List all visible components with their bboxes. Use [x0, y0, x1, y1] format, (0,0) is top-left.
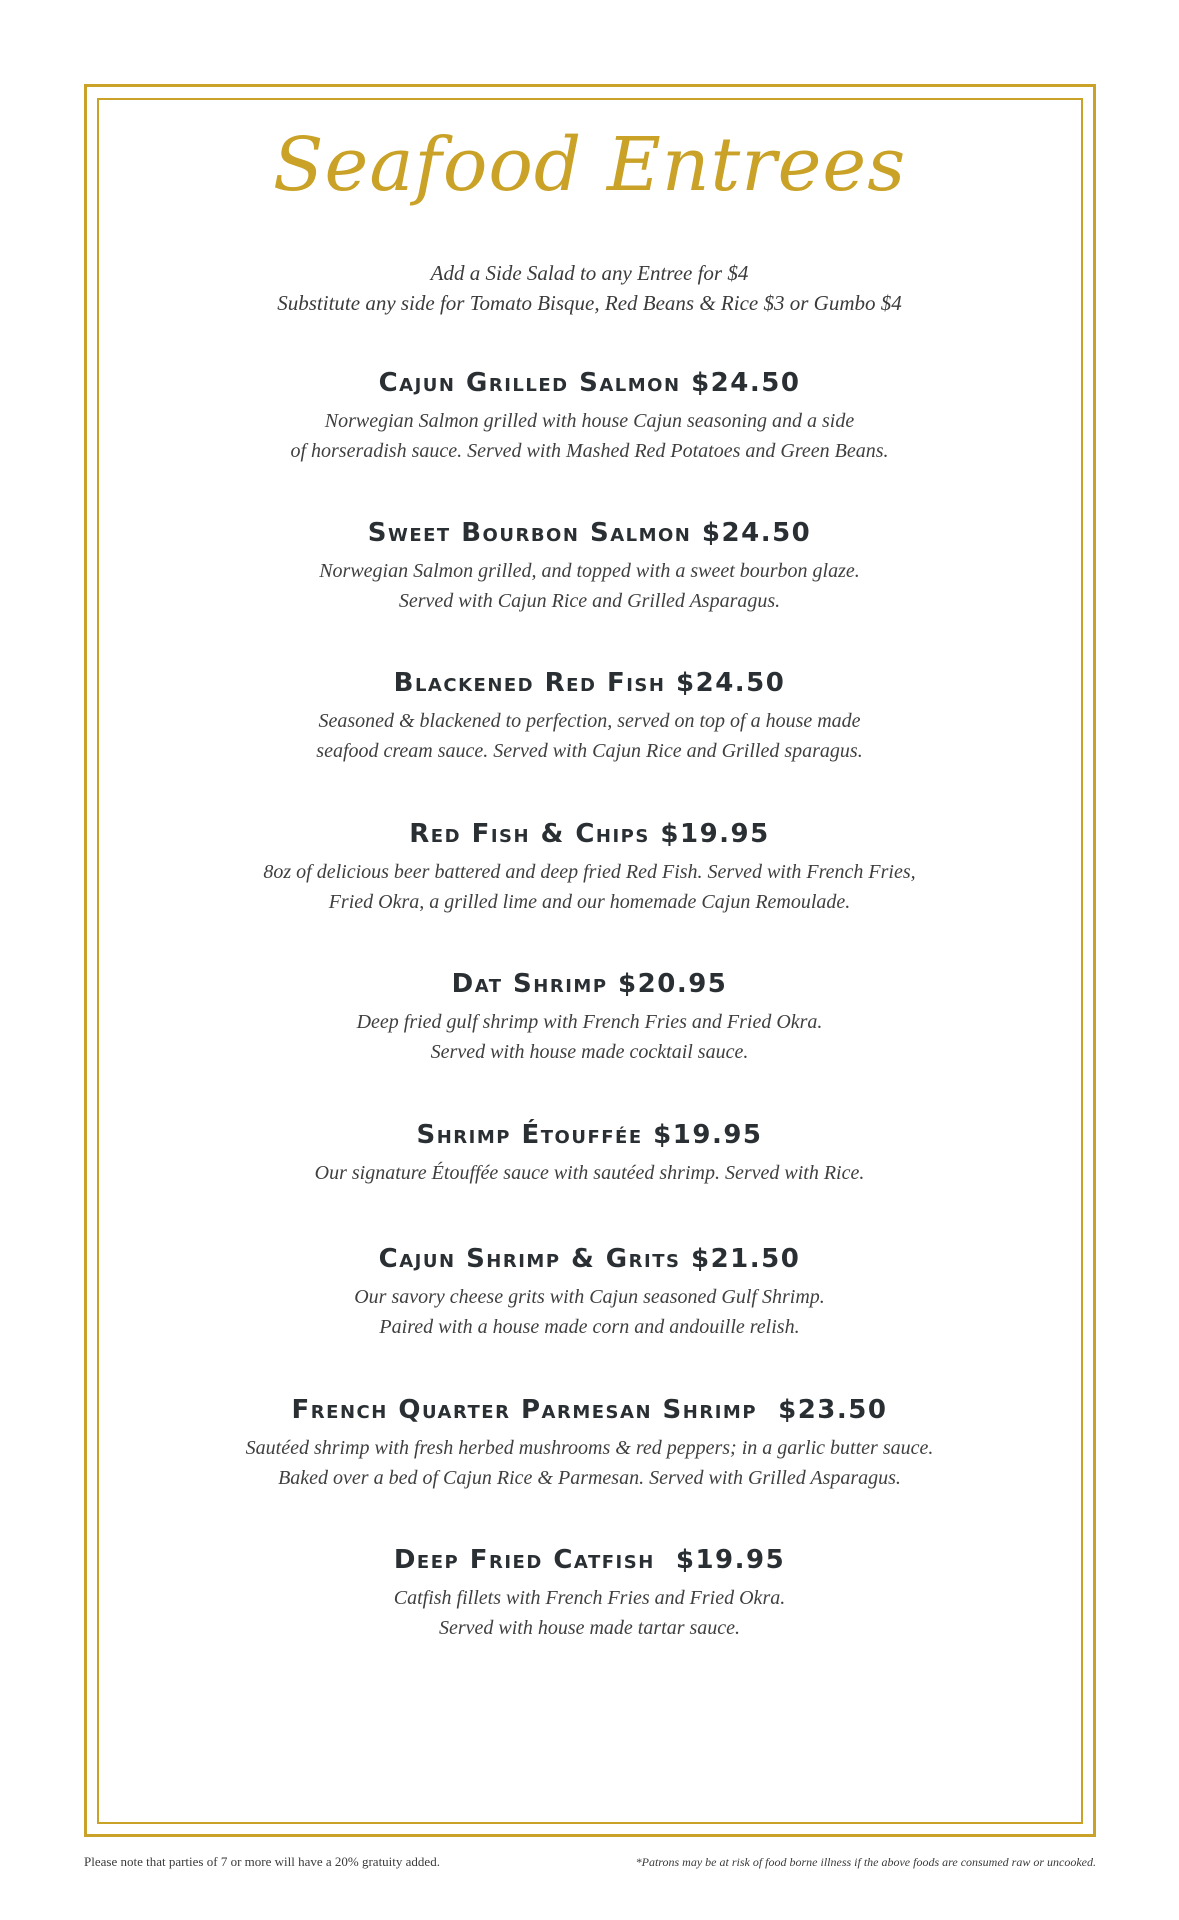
item-description-line: seafood cream sauce. Served with Cajun Rice and Grilled sparagus.: [316, 740, 863, 762]
menu-item-deep-fried-catfish: [0, 1543, 1179, 1643]
menu-subtitle: [0, 258, 1179, 318]
item-description-line: Fried Okra, a grilled lime and our homemade Cajun Remoulade.: [328, 891, 851, 913]
item-description-line: Norwegian Salmon grilled with house Cajun seasoning and a side: [324, 410, 855, 432]
item-description: [0, 1007, 1179, 1067]
item-description-line: Norwegian Salmon grilled, and topped with a sweet bourbon glaze.: [319, 560, 860, 582]
item-description-line: Served with Cajun Rice and Grilled Asparagus.: [398, 590, 781, 612]
item-description-line: 8oz of delicious beer battered and deep fried Red Fish. Served with French Fries,: [263, 861, 916, 883]
item-description: [0, 556, 1179, 616]
menu-item-dat-shrimp: [0, 967, 1179, 1067]
item-description: [0, 706, 1179, 766]
item-description-line: Served with house made cocktail sauce.: [430, 1041, 749, 1063]
item-description-line: of horseradish sauce. Served with Mashed Red Potatoes and Green Beans.: [290, 440, 889, 462]
item-description: [0, 1583, 1179, 1643]
menu-item-cajun-shrimp-grits: [0, 1242, 1179, 1342]
subtitle-line-1: Add a Side Salad to any Entree for $4: [430, 261, 749, 285]
item-title: Blackened Red Fish $24.50: [393, 668, 786, 698]
gratuity-note: Please note that parties of 7 or more will have a 20% gratuity added.: [84, 1854, 440, 1869]
menu-item-cajun-grilled-salmon: [0, 366, 1179, 466]
item-description-line: Our signature Étouffée sauce with sautéed shrimp. Served with Rice.: [314, 1162, 865, 1184]
item-description-line: Paired with a house made corn and andouille relish.: [379, 1316, 800, 1338]
item-description-line: Seasoned & blackened to perfection, served on top of a house made: [318, 710, 861, 732]
item-title: Dat Shrimp $20.95: [451, 969, 728, 999]
subtitle-line-2: Substitute any side for Tomato Bisque, Red Beans & Rice $3 or Gumbo $4: [277, 291, 902, 315]
item-description: [0, 1433, 1179, 1493]
item-description: [0, 1282, 1179, 1342]
item-title: Deep Fried Catfish $19.95: [393, 1545, 786, 1575]
item-description-line: Baked over a bed of Cajun Rice & Parmesan. Served with Grilled Asparagus.: [278, 1467, 901, 1489]
item-description: [0, 857, 1179, 917]
item-title: Shrimp Étouffée $19.95: [416, 1120, 763, 1150]
menu-item-red-fish-chips: [0, 817, 1179, 917]
menu-title: Seafood Entrees: [272, 122, 907, 208]
item-description: [0, 406, 1179, 466]
menu-item-shrimp-etouffee: [0, 1118, 1179, 1188]
item-description-line: Sautéed shrimp with fresh herbed mushrooms & red peppers; in a garlic butter sauce.: [245, 1437, 934, 1459]
item-title: Cajun Grilled Salmon $24.50: [378, 368, 801, 398]
item-title: Sweet Bourbon Salmon $24.50: [367, 518, 812, 548]
menu-item-blackened-red-fish: [0, 666, 1179, 766]
item-description-line: Deep fried gulf shrimp with French Fries and Fried Okra.: [356, 1011, 823, 1033]
menu-item-sweet-bourbon-salmon: [0, 516, 1179, 616]
item-description-line: Our savory cheese grits with Cajun seasoned Gulf Shrimp.: [354, 1286, 825, 1308]
item-title: Red Fish & Chips $19.95: [409, 819, 770, 849]
item-title: French Quarter Parmesan Shrimp $23.50: [291, 1395, 888, 1425]
item-description-line: Catfish fillets with French Fries and Fried Okra.: [393, 1587, 786, 1609]
item-description: [0, 1158, 1179, 1188]
item-title: Cajun Shrimp & Grits $21.50: [378, 1244, 801, 1274]
food-safety-disclaimer: *Patrons may be at risk of food borne illness if the above foods are consumed raw or uncooked.: [635, 1855, 1096, 1869]
item-description-line: Served with house made tartar sauce.: [438, 1617, 741, 1639]
menu-item-french-quarter-parmesan-shrimp: [0, 1393, 1179, 1493]
